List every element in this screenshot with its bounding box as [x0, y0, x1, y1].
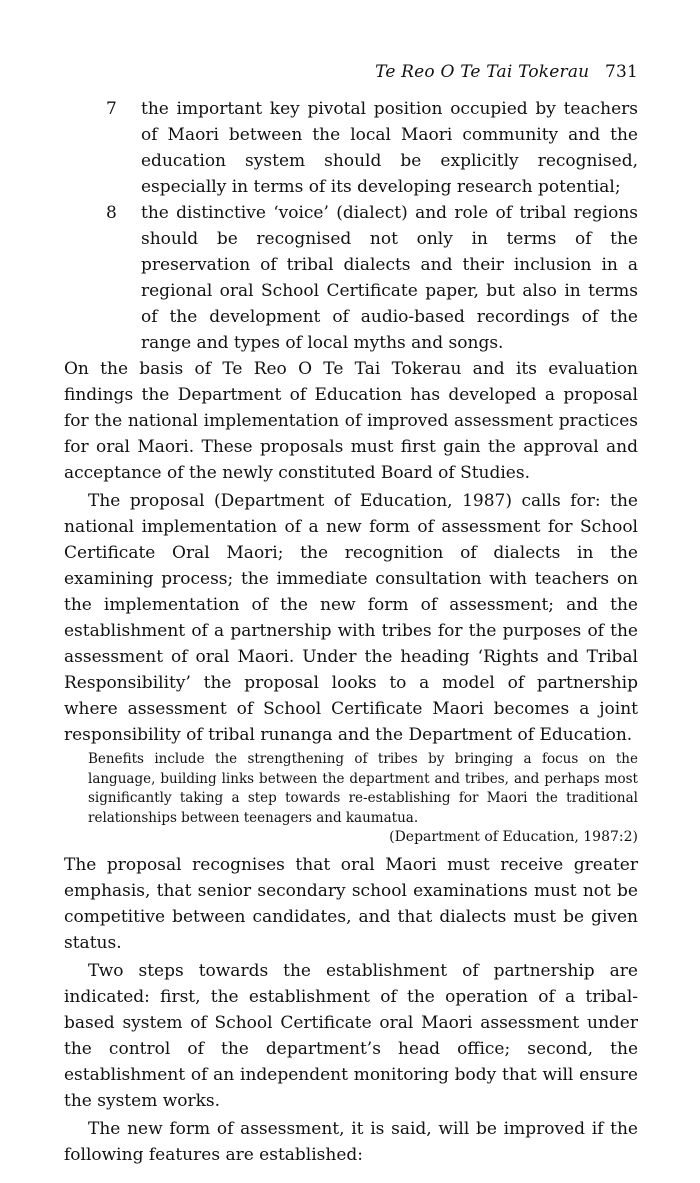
list-item-text: the distinctive ‘voice’ (dialect) and role of tribal regions should be recognised not only in terms of the preservation of tribal dialects and their inclusion in a regional oral School Certificate paper, but also in terms of the development of audio-based recordings of the range and types of local myths and songs.	[141, 203, 638, 353]
paragraph-5: The new form of assessment, it is said, will be improved if the following features are established:	[64, 1118, 638, 1165]
page	[64, 62, 638, 1168]
block-quote-text: Benefits include the strengthening of tribes by bringing a focus on the language, building links between the department and tribes, and perhaps most significantly taking a step towards re-establishing for Maori the traditional relationships between teenagers and kaumatua.	[88, 751, 638, 826]
list-item-text: the important key pivotal position occupied by teachers of Maori between the local Maori community and the education system should be explicitly recognised, especially in terms of its developing research potential;	[141, 99, 638, 197]
paragraph-1: On the basis of Te Reo O Te Tai Tokerau and its evaluation findings the Department of Education has developed a proposal for the national implementation of improved assessment practices for oral Maori. These proposals must first gain the approval and acceptance of the newly constituted Board of Studies.	[64, 359, 638, 483]
paragraph-3: The proposal recognises that oral Maori must receive greater emphasis, that senior secondary school examinations must not be competitive between candidates, and that dialects must be given status.	[64, 854, 638, 953]
numbered-list	[64, 96, 638, 356]
page-number: 731	[604, 62, 638, 82]
list-item-number: 8	[106, 203, 117, 223]
block-quote	[88, 750, 638, 848]
paragraph-2: The proposal (Department of Education, 1987) calls for: the national implementation of a new form of assessment for School Certificate Oral Maori; the recognition of dialects in the examining process; the immediate consultation with teachers on the implementation of the new form of assessment; and the establishment of a partnership with tribes for the purposes of the assessment of oral Maori. Under the heading ‘Rights and Tribal Responsibility’ the proposal looks to a model of partnership where assessment of School Certificate Maori becomes a joint responsibility of tribal runanga and the Department of Education.	[64, 491, 638, 745]
running-head-title: Te Reo O Te Tai Tokerau	[375, 62, 590, 82]
block-quote-citation: (Department of Education, 1987:2)	[389, 829, 638, 845]
list-item	[106, 96, 638, 200]
list-item-number: 7	[106, 99, 117, 119]
paragraph-4: Two steps towards the establishment of partnership are indicated: first, the establishment of the operation of a tribal-based system of School Certificate oral Maori assessment under the control of the department’s head office; second, the establishment of an independent monitoring body that will ensure the system works.	[64, 960, 638, 1111]
list-item	[106, 200, 638, 356]
running-head	[64, 62, 638, 82]
